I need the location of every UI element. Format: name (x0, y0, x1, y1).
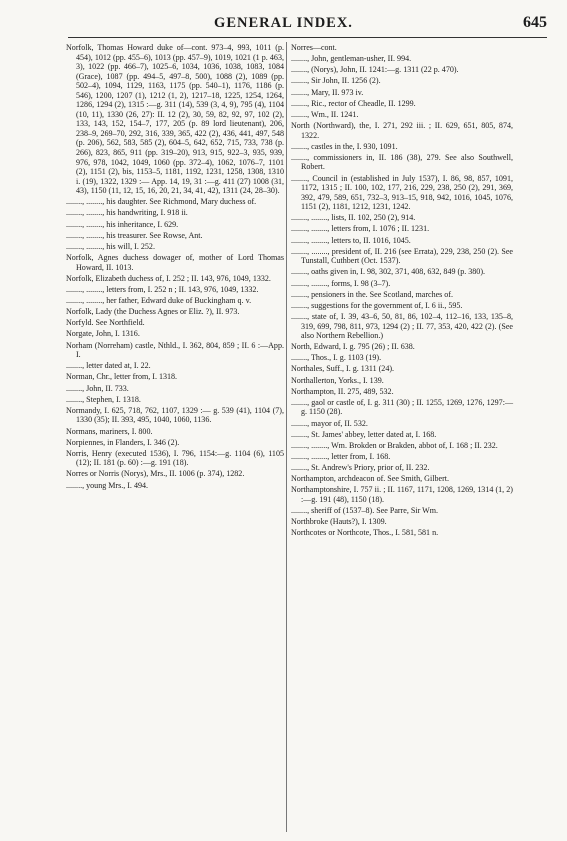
index-entry: Norris, Henry (executed 1536), I. 796, 1154:—g. 1104 (6), 1105 (12); II. 181 (p. 60) :—g. 191 (18). (66, 448, 284, 468)
index-entry: Norfolk, Thomas Howard duke of—cont. 973–4, 993, 1011 (p. 454), 1012 (pp. 455–6), 1013 (pp. 457–9), 1019, 1021 (1 p. 463, 3), 1022 (pp. 466–7), 1025–6, 1034, 1036, 1038, 1083, 1084 (Grace), 1087 (pp. 494–5, 497–8, 500), 1088 (2), 1089 (pp. 502–4), 1094, 1129, 1163, 1175 (pp. 540–1), 1176, 1186 (p. 546), 1200, 1207 (1), 1212 (1, 2), 1217–18, 1225, 1254, 1264, 1286, 1294 (2), 1315 :—g. 311 (14), 539 (3, 4, 9), 795 (4), 1104 (10, 11), 1330 (26, 27): II. 12 (2), 30, 59, 82, 92, 97, 102 (2), 133, 143, 152, 154–7, 177, 205 (p. 89 lord lieutenant), 206, 238–9, 269–70, 292, 316, 339, 365, 422 (2), 436, 441, 497, 548 (p. 206), 562, 583, 585 (2), 604–5, 642, 652, 715, 733, 738 (p. 266), 823, 865, 911 (pp. 319–20), 913, 915, 922–3, 935, 939, 976, 978, 1042, 1049, 1060 (pp. 372–4), 1062, 1076–7, 1101 (2), 1151 (2), bis, 1153–5, 1181, 1192, 1231, 1258, 1308, 1310 i. (19), 1322, 1329 :— App. 14, 19, 31 :—g. 411 (27) 1008 (31, 43), 1150 (11, 12, 15, 16, 20, 21, 34, 41, 42), 1311 (24, 28–30). (66, 43, 284, 196)
index-entry: ........, ........, her father, Edward duke of Buckingham q. v. (66, 296, 252, 306)
index-entry: Northallerton, Yorks., I. 139. (291, 375, 384, 385)
index-entry: ........, ........, letters from, I. 1076 ; II. 1231. (291, 224, 430, 234)
left-column (66, 43, 284, 492)
index-entry: ........, ........, Wm. Brokden or Brakden, abbot of, I. 168 ; II. 232. (291, 440, 498, 450)
index-entry: North (Northward), the, I. 271, 292 iii. ; II. 629, 651, 805, 874, 1322. (291, 120, 513, 140)
index-entry: Norres or Norris (Norys), Mrs., II. 1006 (p. 374), 1282. (66, 469, 245, 479)
header-rule (68, 37, 547, 38)
index-entry: Normandy, I. 625, 718, 762, 1107, 1329 :— g. 539 (41), 1104 (7), 1330 (35); II. 393, 495, 1040, 1060, 1136. (66, 405, 284, 425)
index-entry: ........, commissioners in, II. 186 (38), 279. See also Southwell, Robert. (291, 152, 513, 172)
index-entry: ........, Stephen, I. 1318. (66, 394, 141, 404)
index-entry: ........, ........, letters to, II. 1016, 1045. (291, 235, 411, 245)
index-entry: Norman, Chr., letter from, I. 1318. (66, 372, 178, 382)
page-number: 645 (523, 14, 547, 31)
index-entry: Northampton, archdeacon of. See Smith, Gilbert. (291, 474, 449, 484)
page-header (0, 0, 567, 40)
index-entry: Norfyld. See Northfield. (66, 318, 145, 328)
index-entry: ........, ........, his daughter. See Richmond, Mary duchess of. (66, 197, 257, 207)
index-entry: ........, ........, his inheritance, I. 629. (66, 219, 179, 229)
index-entry: ........, castles in the, I. 930, 1091. (291, 141, 398, 151)
index-entry: ........, ........, letters from, I. 252 n ; II. 143, 976, 1049, 1332. (66, 284, 259, 294)
index-entry: ........, ........, president of, II. 216 (see Errata), 229, 238, 250 (2). See Tunstall, Cuthbert (Oct. 1537). (291, 246, 513, 266)
index-entry: Northampton, II. 275, 489, 532. (291, 386, 394, 396)
index-entry: ........, gaol or castle of, I. g. 311 (30) ; II. 1255, 1269, 1276, 1297:—g. 1150 (28). (291, 397, 513, 417)
index-entry: North, Edward, I. g. 795 (26) ; II. 638. (291, 342, 415, 352)
index-entry: ........, (Norys), John, II. 1241:—g. 1311 (22 p. 470). (291, 65, 459, 75)
index-entry: ........, sheriff of (1537–8). See Parre, Sir Wm. (291, 506, 438, 516)
index-entry: ........, state of, I. 39, 43–6, 50, 81, 86, 102–4, 112–16, 133, 135–8, 319, 699, 798, 811, 973, 1294 (2) ; II. 77, 353, 420, 422 (2). (See also Northern Rebellion.) (291, 311, 513, 341)
index-entry: ........, ........, his treasurer. See Rowse, Ant. (66, 230, 203, 240)
index-entry: ........, ........, letter from, I. 168. (291, 452, 391, 461)
index-entry: ........, letter dated at, I. 22. (66, 361, 151, 371)
index-entry: Normans, mariners, I. 800. (66, 426, 153, 436)
right-column (291, 43, 513, 540)
index-entry: Northales, Suff., I. g. 1311 (24). (291, 364, 395, 374)
index-entry: ........, oaths given in, I. 98, 302, 371, 408, 632, 849 (p. 380). (291, 267, 486, 277)
index-entry: Northcotes or Northcote, Thos., I. 581, 581 n. (291, 528, 439, 538)
index-entry: Northbroke (Hauts?), I. 1309. (291, 517, 387, 527)
index-entry: ........, John, II. 733. (66, 383, 129, 393)
index-entry: ........, ........, forms, I. 98 (3–7). (291, 278, 391, 288)
index-entry: ........, young Mrs., I. 494. (66, 480, 149, 490)
index-entry: Norham (Norreham) castle, Nthld., I. 362, 804, 859 ; II. 6 :—App. I. (66, 340, 284, 360)
index-entry: Norres—cont. (291, 43, 337, 52)
index-entry: Norfolk, Agnes duchess dowager of, mother of Lord Thomas Howard, II. 1013. (66, 253, 284, 272)
index-entry: ........, Wm., II. 1241. (291, 109, 359, 119)
index-entry: ........, suggestions for the government of, I. 6 ii., 595. (291, 300, 463, 310)
index-entry: Norgate, John, I. 1316. (66, 329, 140, 339)
running-title: GENERAL INDEX. (214, 15, 353, 31)
index-entry: ........, John, gentleman-usher, II. 994. (291, 54, 412, 64)
index-entry: Norfolk, Lady (the Duchess Agnes or Eliz. ?), II. 973. (66, 307, 240, 317)
index-entry: ........, Council in (established in July 1537), I. 86, 98, 857, 1091, 1172, 1315 ; II. 100, 102, 177, 216, 229, 238, 250 (2), 291, 369, 392, 479, 589, 651, 732–3, 913–15, 918, 942, 1016, 1045, 1076, 1151 (2), 1181, 1212, 1231, 1242. (291, 173, 513, 212)
index-entry: ........, ........, his handwriting, I. 918 ii. (66, 208, 188, 218)
index-entry: ........, Ric., rector of Cheadle, II. 1299. (291, 98, 416, 108)
index-entry: ........, ........, lists, II. 102, 250 (2), 914. (291, 213, 416, 223)
index-entry: ........, St. Andrew's Priory, prior of, II. 232. (291, 463, 430, 473)
index-entry: ........, ........, his will, I. 252. (66, 241, 155, 251)
index-entry: ........, Sir John, II. 1256 (2). (291, 76, 381, 86)
index-entry: ........, pensioners in the. See Scotland, marches of. (291, 289, 454, 299)
index-entry: Norfolk, Elizabeth duchess of, I. 252 ; II. 143, 976, 1049, 1332. (66, 273, 271, 283)
column-divider (286, 42, 287, 832)
index-entry: ........, Thos., I. g. 1103 (19). (291, 353, 382, 363)
index-entry: ........, mayor of, II. 532. (291, 418, 368, 428)
index-entry: Norpiennes, in Flanders, I. 346 (2). (66, 437, 180, 447)
index-entry: ........, St. James' abbey, letter dated at, I. 168. (291, 429, 437, 439)
index-entry: ........, Mary, II. 973 iv. (291, 87, 364, 97)
index-entry: Northamptonshire, I. 757 ii. ; II. 1167, 1171, 1208, 1269, 1314 (1, 2) :—g. 191 (48), 1150 (18). (291, 485, 513, 504)
